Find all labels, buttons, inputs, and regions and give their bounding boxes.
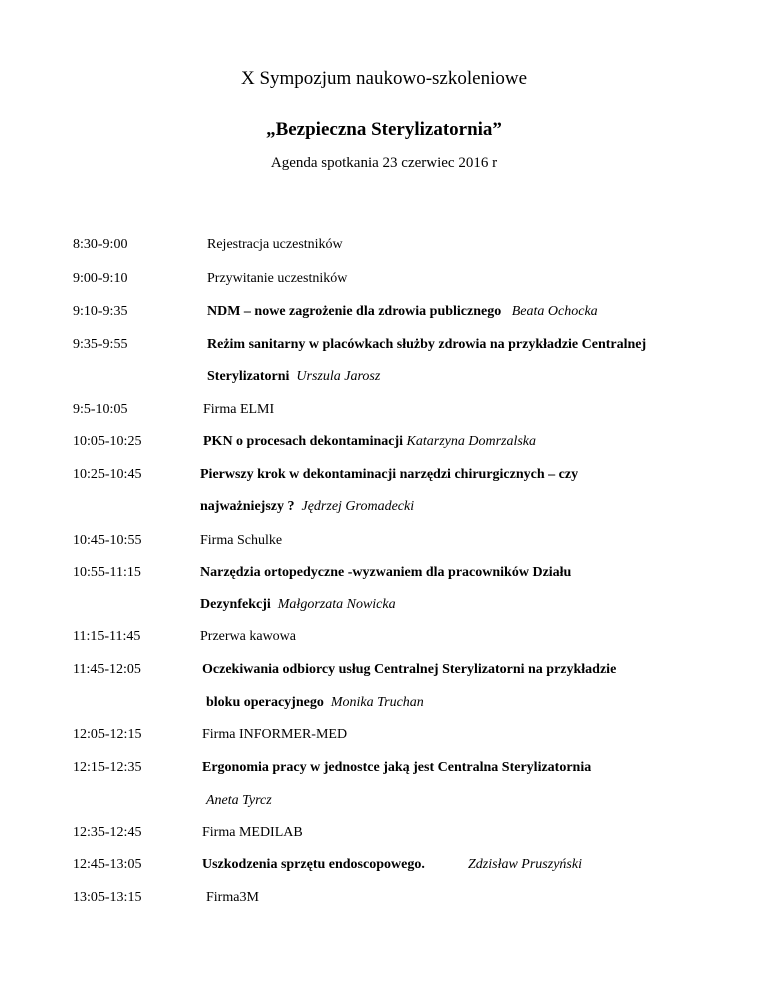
agenda-item: Firma INFORMER-MED (202, 727, 348, 742)
talk-title: Ergonomia pracy w jednostce jaką jest Centralna Sterylizatornia (202, 760, 592, 775)
speaker-name: Aneta Tyrcz (206, 793, 272, 808)
agenda-item-continuation (207, 369, 380, 385)
talk-title-continued: najważniejszy ? (200, 499, 295, 514)
agenda-item-speaker (468, 857, 582, 873)
talk-title: Reżim sanitarny w placówkach służby zdrowia na przykładzie Centralnej (207, 337, 647, 352)
agenda-item (207, 337, 646, 353)
agenda-item: Firma3M (206, 890, 259, 905)
agenda-time: 9:10-9:35 (73, 304, 128, 319)
speaker-name: Beata Ochocka (511, 304, 598, 319)
agenda-item: Firma MEDILAB (202, 825, 303, 840)
agenda-item: Firma Schulke (200, 533, 283, 548)
page-title: X Sympozjum naukowo-szkoleniowe (240, 68, 527, 89)
agenda-time: 10:55-11:15 (73, 565, 141, 580)
speaker-name: Katarzyna Domrzalska (406, 434, 537, 449)
talk-title: Narzędzia ortopedyczne -wyzwaniem dla pracowników Działu (200, 565, 572, 580)
speaker-name: Jędrzej Gromadecki (301, 499, 415, 514)
agenda-item: Rejestracja uczestników (207, 237, 343, 252)
talk-title-continued: Dezynfekcji (200, 597, 271, 612)
agenda-time: 13:05-13:15 (73, 890, 142, 905)
talk-title: NDM – nowe zagrożenie dla zdrowia publicznego (207, 304, 502, 319)
agenda-time: 12:05-12:15 (73, 727, 142, 742)
agenda-item (200, 467, 578, 483)
agenda-item (202, 662, 616, 678)
agenda-item-continuation (206, 695, 424, 711)
agenda-item: Firma ELMI (203, 402, 275, 417)
agenda-item (203, 434, 536, 450)
agenda-date: Agenda spotkania 23 czerwiec 2016 r (270, 155, 498, 171)
agenda-item-continuation (200, 499, 414, 515)
agenda-time: 12:15-12:35 (73, 760, 142, 775)
agenda-item (202, 760, 591, 776)
agenda-time: 9:00-9:10 (73, 271, 128, 286)
event-name: „Bezpieczna Sterylizatornia” (266, 119, 502, 140)
agenda-item-continuation (206, 793, 272, 809)
speaker-name: Urszula Jarosz (296, 369, 381, 384)
agenda-item (207, 304, 598, 320)
agenda-time: 10:05-10:25 (73, 434, 142, 449)
agenda-time: 12:35-12:45 (73, 825, 142, 840)
talk-title-continued: bloku operacyjnego (206, 695, 324, 710)
agenda-time: 11:45-12:05 (73, 662, 141, 677)
speaker-name: Monika Truchan (330, 695, 424, 710)
agenda-item (202, 857, 425, 873)
agenda-time: 10:25-10:45 (73, 467, 142, 482)
speaker-name: Zdzisław Pruszyński (468, 857, 582, 872)
agenda-item (200, 565, 571, 581)
talk-title: Pierwszy krok w dekontaminacji narzędzi chirurgicznych – czy (200, 467, 579, 482)
talk-title: Uszkodzenia sprzętu endoscopowego. (202, 857, 425, 872)
talk-title: PKN o procesach dekontaminacji (203, 434, 404, 449)
talk-title-continued: Sterylizatorni (207, 369, 290, 384)
talk-title: Oczekiwania odbiorcy usług Centralnej Sterylizatorni na przykładzie (202, 662, 617, 677)
agenda-time: 10:45-10:55 (73, 533, 142, 548)
agenda-item-continuation (200, 597, 396, 613)
agenda-time: 9:35-9:55 (73, 337, 128, 352)
agenda-time: 9:5-10:05 (73, 402, 128, 417)
agenda-time: 12:45-13:05 (73, 857, 142, 872)
agenda-time: 8:30-9:00 (73, 237, 128, 252)
agenda-time: 11:15-11:45 (73, 629, 141, 644)
speaker-name: Małgorzata Nowicka (277, 597, 396, 612)
agenda-item: Przywitanie uczestników (207, 271, 348, 286)
agenda-item: Przerwa kawowa (200, 629, 297, 644)
